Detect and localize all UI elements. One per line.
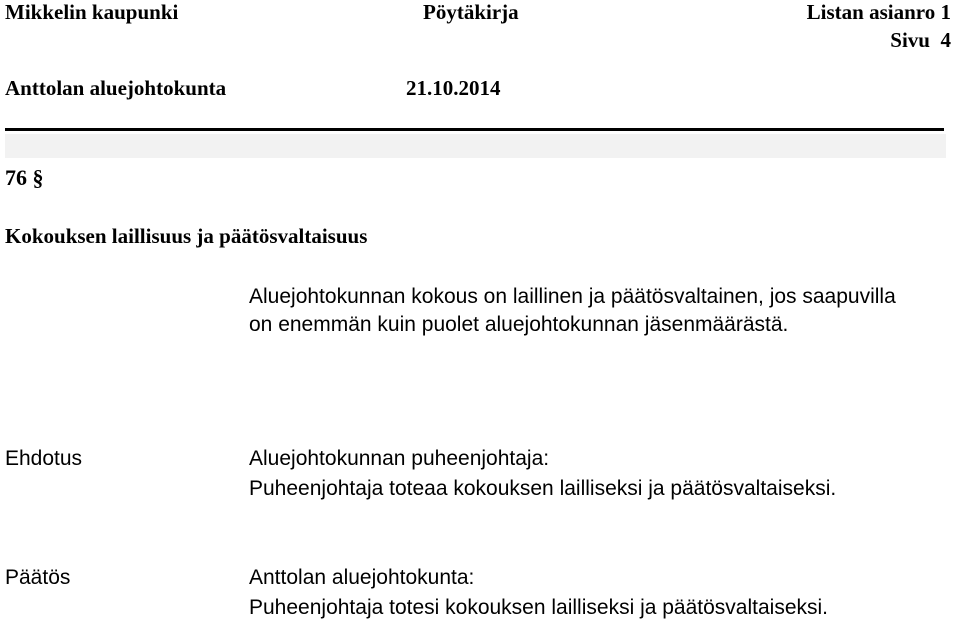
intro-line-1: Aluejohtokunnan kokous on laillinen ja päätösvaltainen, jos saapuvilla xyxy=(249,285,896,308)
proposal-label: Ehdotus xyxy=(5,447,83,470)
proposal-line-1: Aluejohtokunnan puheenjohtaja: xyxy=(249,447,550,470)
header-rule xyxy=(5,128,944,131)
section-title: Kokouksen laillisuus ja päätösvaltaisuus xyxy=(5,224,368,248)
header-band xyxy=(5,134,946,158)
decision-line-2: Puheenjohtaja totesi kokouksen lailliseksi ja päätösvaltaiseksi. xyxy=(249,596,828,619)
document-type: Pöytäkirja xyxy=(423,0,519,24)
decision-line-1: Anttolan aluejohtokunta: xyxy=(249,566,475,589)
section-number: 76 § xyxy=(5,165,44,190)
intro-line-2: on enemmän kuin puolet aluejohtokunnan jäsenmäärästä. xyxy=(249,313,789,336)
proposal-line-2: Puheenjohtaja toteaa kokouksen lailliseksi ja päätösvaltaiseksi. xyxy=(249,477,837,500)
meeting-date: 21.10.2014 xyxy=(406,76,501,100)
city-name: Mikkelin kaupunki xyxy=(5,0,179,24)
decision-label: Päätös xyxy=(5,566,71,589)
page-number: Sivu 4 xyxy=(890,28,951,52)
list-item-number: Listan asianro 1 xyxy=(806,0,951,24)
committee-name: Anttolan aluejohtokunta xyxy=(5,76,227,100)
